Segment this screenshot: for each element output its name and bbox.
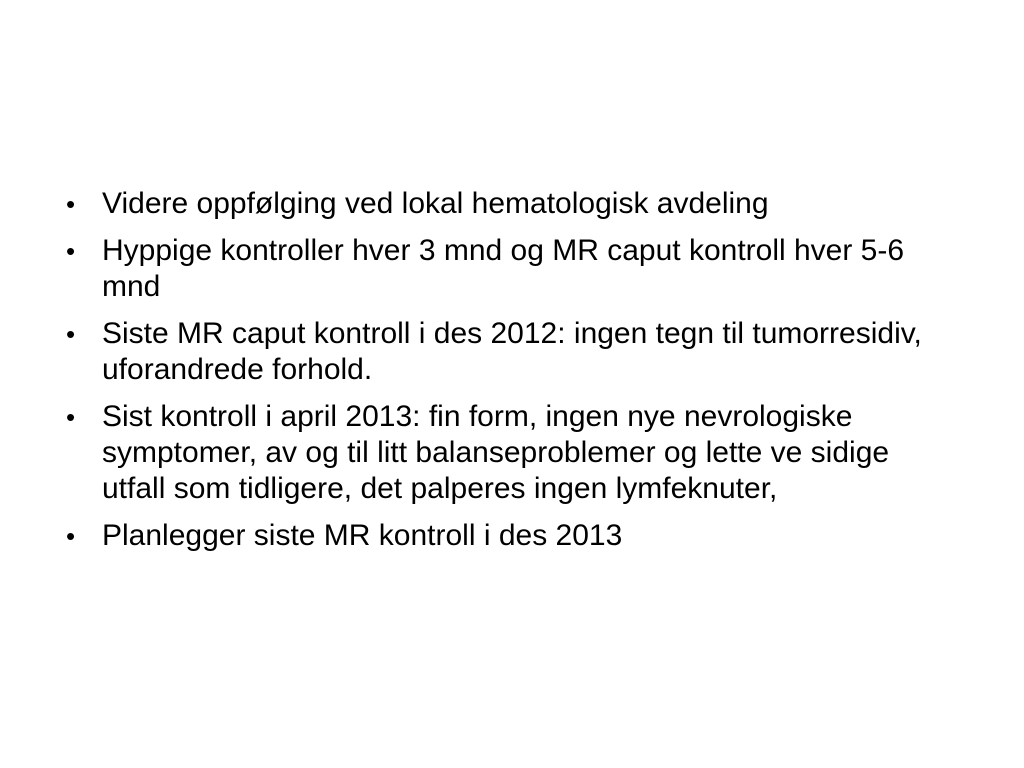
bullet-icon: •: [66, 319, 76, 349]
bullet-item: [60, 316, 960, 388]
bullet-item: [60, 518, 960, 554]
bullet-text: Videre oppfølging ved lokal hematologisk avdeling: [102, 187, 769, 220]
bullet-text: Planlegger siste MR kontroll i des 2013: [102, 519, 623, 552]
bullet-item: [60, 186, 960, 222]
bullet-item: [60, 399, 960, 507]
bullet-text: Siste MR caput kontroll i des 2012: ingen tegn til tumorresidiv, uforandrede forhold.: [102, 317, 922, 386]
bullet-text: Sist kontroll i april 2013: fin form, ingen nye nevrologiske symptomer, av og til litt balanseproblemer og lette ve sidige utfall som tidligere, det palperes ingen lymfeknuter,: [102, 400, 890, 505]
bullet-text: Hyppige kontroller hver 3 mnd og MR caput kontroll hver 5-6 mnd: [102, 234, 905, 303]
bullet-item: [60, 233, 960, 305]
bullet-icon: •: [66, 189, 76, 219]
bullet-icon: •: [66, 521, 76, 551]
bullet-icon: •: [66, 402, 76, 432]
bullet-icon: •: [66, 236, 76, 266]
bullet-list: [60, 186, 960, 565]
